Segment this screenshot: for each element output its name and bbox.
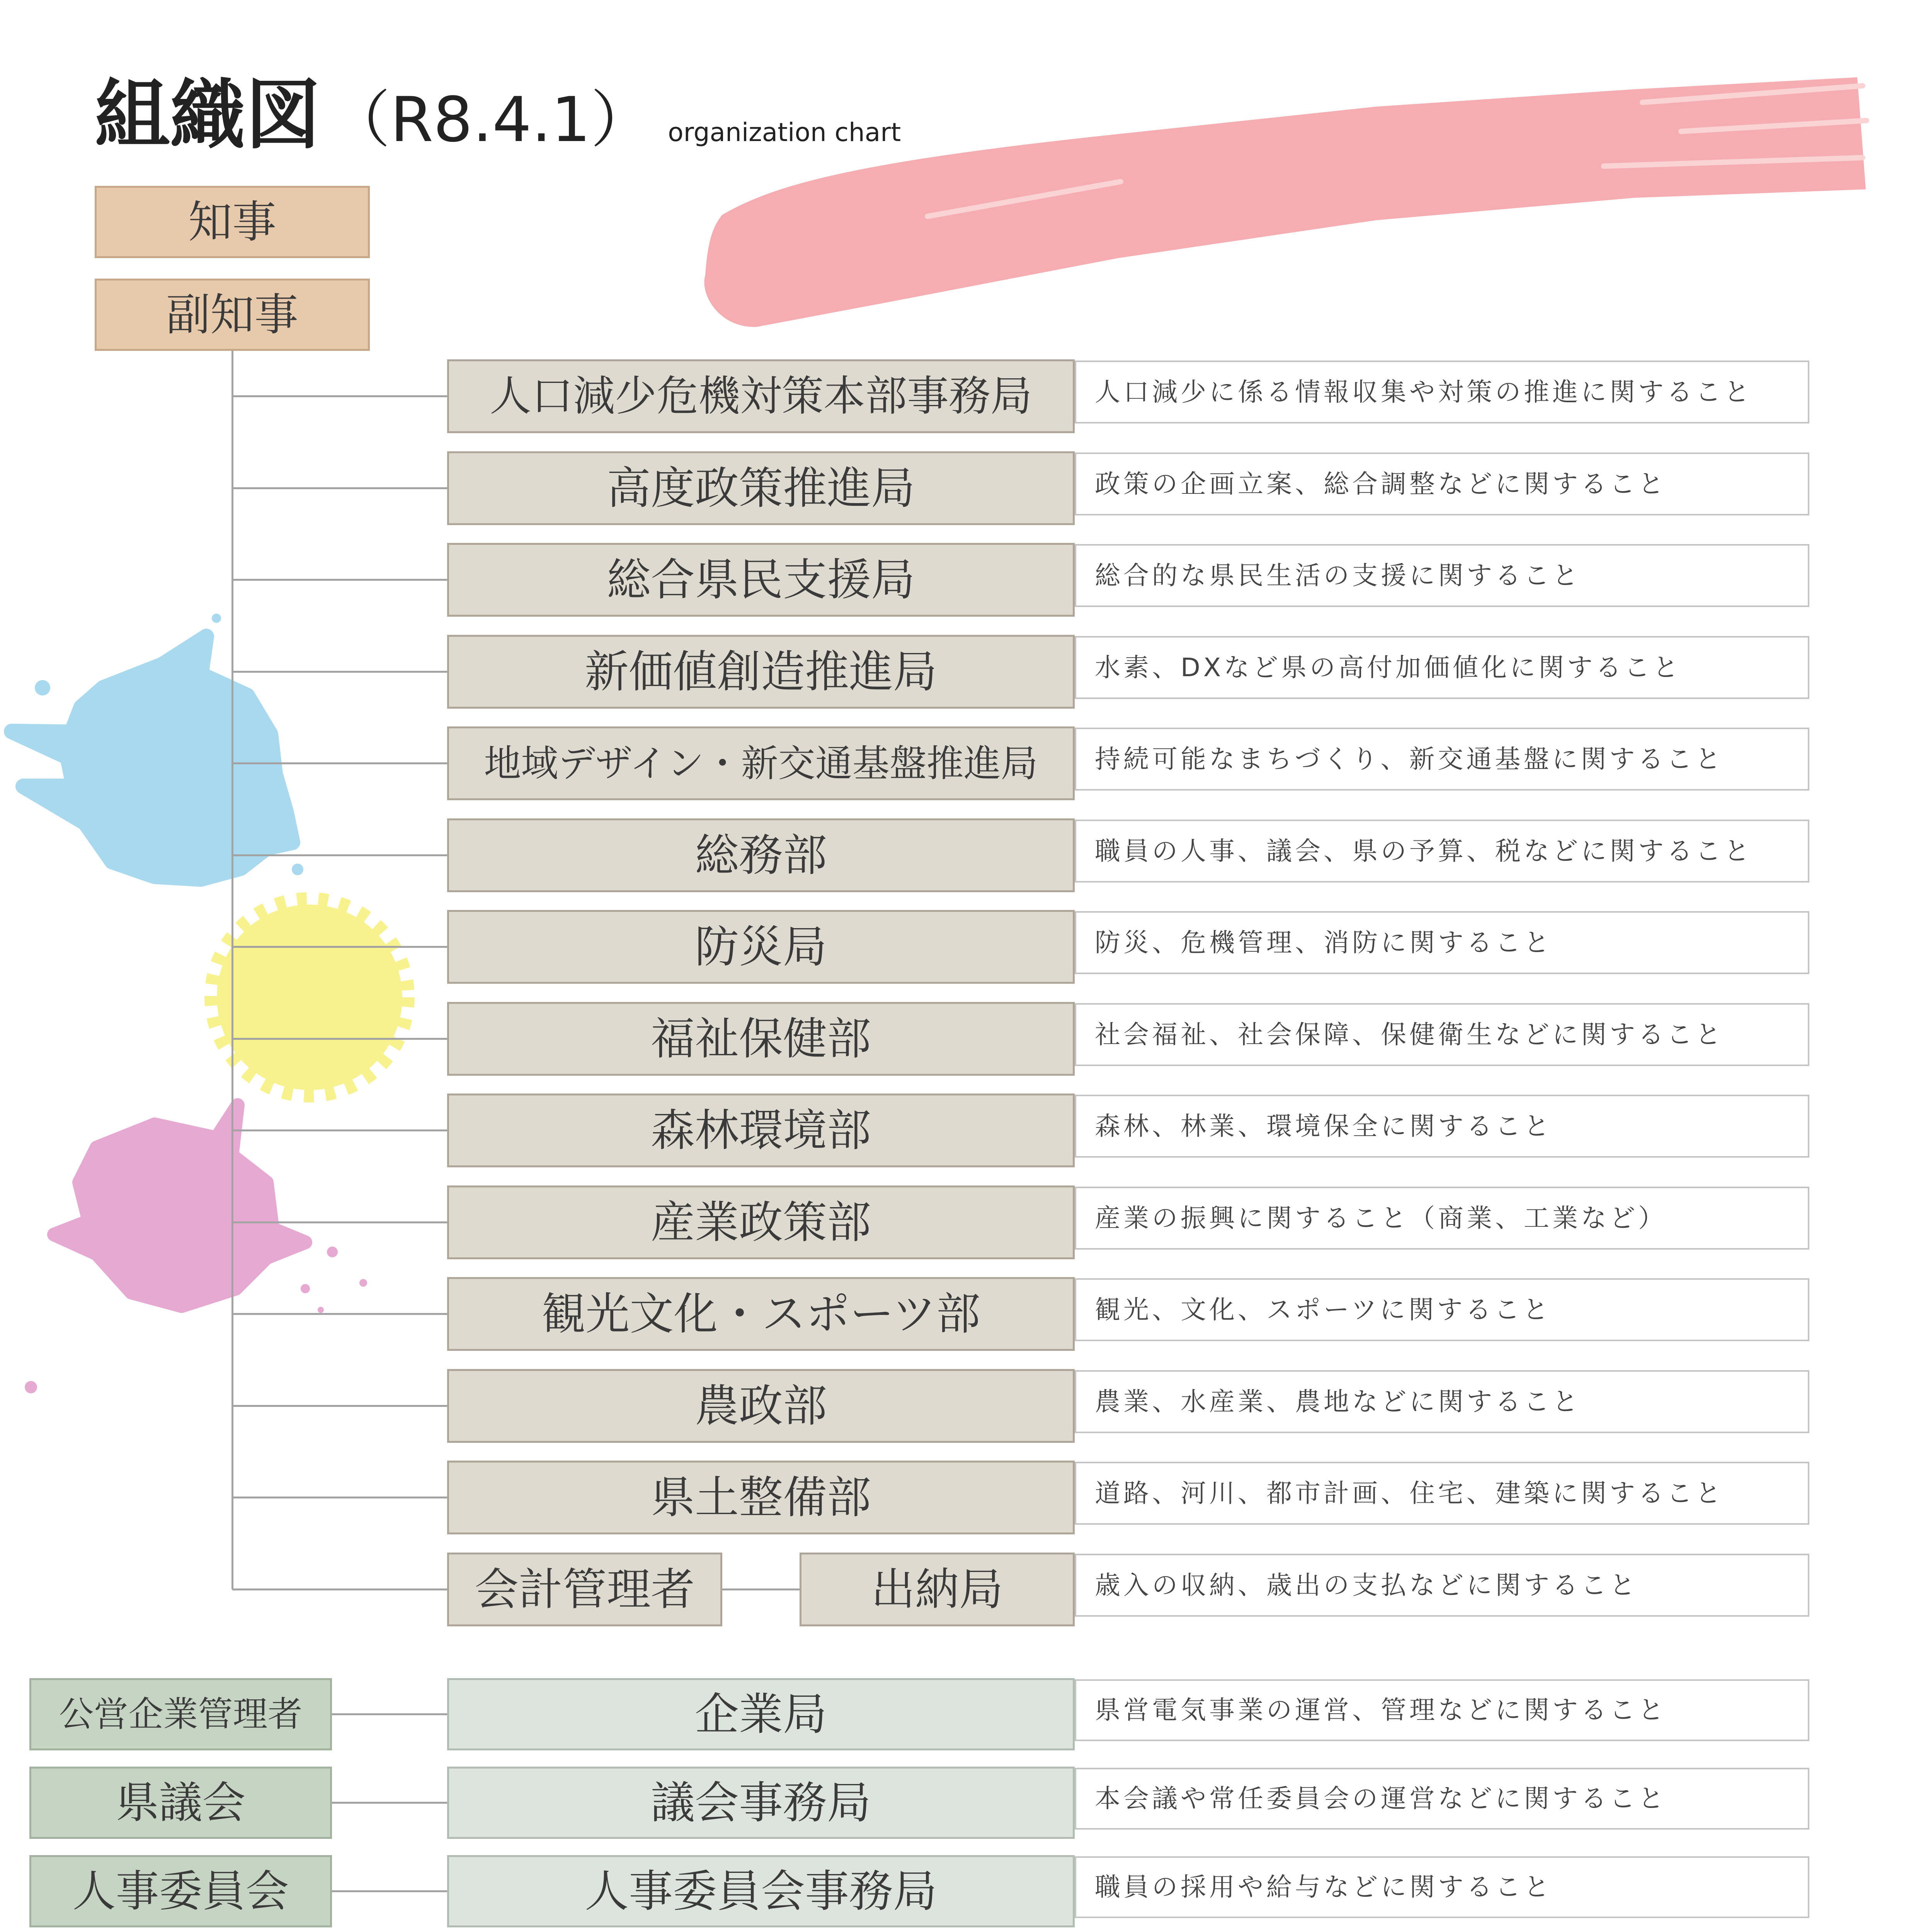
commission-row [0,1678,1916,1750]
department-row [0,1094,1916,1167]
department-row [0,1002,1916,1076]
department-box: 農政部 [447,1369,1075,1443]
connector-line [232,671,447,673]
page-title [95,71,901,159]
connector-line [232,1405,447,1407]
connector-line [232,1038,447,1040]
department-row [0,910,1916,984]
department-box: 高度政策推進局 [447,451,1075,525]
commission-office-box: 議会事務局 [447,1767,1075,1839]
department-box: 県土整備部 [447,1461,1075,1534]
commission-body-box: 公営企業管理者 [29,1678,332,1750]
department-box: 森林環境部 [447,1094,1075,1167]
title-date: （R8.4.1） [328,83,653,156]
commission-office-box: 人事委員会事務局 [447,1855,1075,1927]
accounting-description: 歳入の収納、歳出の支払などに関すること [1075,1554,1809,1617]
department-box: 地域デザイン・新交通基盤推進局 [447,726,1075,800]
commission-body-box: 県議会 [29,1767,332,1839]
title-subtitle: organization chart [668,117,901,147]
connector-line [232,1313,447,1315]
department-description: 人口減少に係る情報収集や対策の推進に関すること [1075,361,1809,423]
connector-line [232,1588,447,1590]
department-box: 観光文化・スポーツ部 [447,1277,1075,1351]
department-description: 農業、水産業、農地などに関すること [1075,1370,1809,1433]
department-description: 社会福祉、社会保障、保健衛生などに関すること [1075,1003,1809,1066]
connector-line [232,1497,447,1498]
commission-description: 県営電気事業の運営、管理などに関すること [1075,1679,1809,1741]
department-row [0,1277,1916,1351]
commission-row [0,1767,1916,1839]
department-description: 防災、危機管理、消防に関すること [1075,911,1809,974]
department-box: 総務部 [447,818,1075,892]
department-description: 総合的な県民生活の支援に関すること [1075,544,1809,607]
department-box: 総合県民支援局 [447,543,1075,617]
commission-row [0,1855,1916,1927]
connector-line [232,487,447,489]
department-row [0,451,1916,525]
commission-office-box: 企業局 [447,1678,1075,1750]
governor-box: 知事 [95,186,370,258]
department-description: 持続可能なまちづくり、新交通基盤に関すること [1075,728,1809,791]
department-row [0,726,1916,800]
department-row [0,1369,1916,1443]
department-box: 人口減少危機対策本部事務局 [447,359,1075,433]
accounting-manager-box: 会計管理者 [447,1553,722,1626]
connector-line [232,1129,447,1131]
department-description: 森林、林業、環境保全に関すること [1075,1095,1809,1158]
department-row [0,543,1916,617]
title-main: 組織図 [95,71,321,159]
connector-line [332,1802,447,1804]
accounting-row [0,1553,1916,1626]
department-description: 観光、文化、スポーツに関すること [1075,1278,1809,1341]
connector-line [232,579,447,581]
commission-description: 本会議や常任委員会の運営などに関すること [1075,1768,1809,1830]
department-box: 福祉保健部 [447,1002,1075,1076]
department-box: 新価値創造推進局 [447,635,1075,709]
connector-line [332,1890,447,1892]
accounting-bureau-box: 出納局 [800,1553,1075,1626]
connector-line [232,395,447,397]
connector-line [232,1221,447,1223]
connector-line [722,1588,800,1590]
department-row [0,1185,1916,1259]
department-description: 政策の企画立案、総合調整などに関すること [1075,452,1809,515]
commission-description: 職員の採用や給与などに関すること [1075,1856,1809,1918]
department-row [0,818,1916,892]
department-row [0,1461,1916,1534]
connector-line [232,854,447,856]
department-row [0,635,1916,709]
department-description: 道路、河川、都市計画、住宅、建築に関すること [1075,1462,1809,1525]
connector-line [332,1713,447,1715]
connector-line [232,946,447,948]
connector-line [232,762,447,764]
department-box: 防災局 [447,910,1075,984]
department-description: 職員の人事、議会、県の予算、税などに関すること [1075,820,1809,883]
commission-body-box: 人事委員会 [29,1855,332,1927]
department-description: 水素、DXなど県の高付加価値化に関すること [1075,636,1809,699]
vice-governor-box: 副知事 [95,279,370,351]
department-box: 産業政策部 [447,1185,1075,1259]
department-row [0,359,1916,433]
department-description: 産業の振興に関すること（商業、工業など） [1075,1187,1809,1250]
